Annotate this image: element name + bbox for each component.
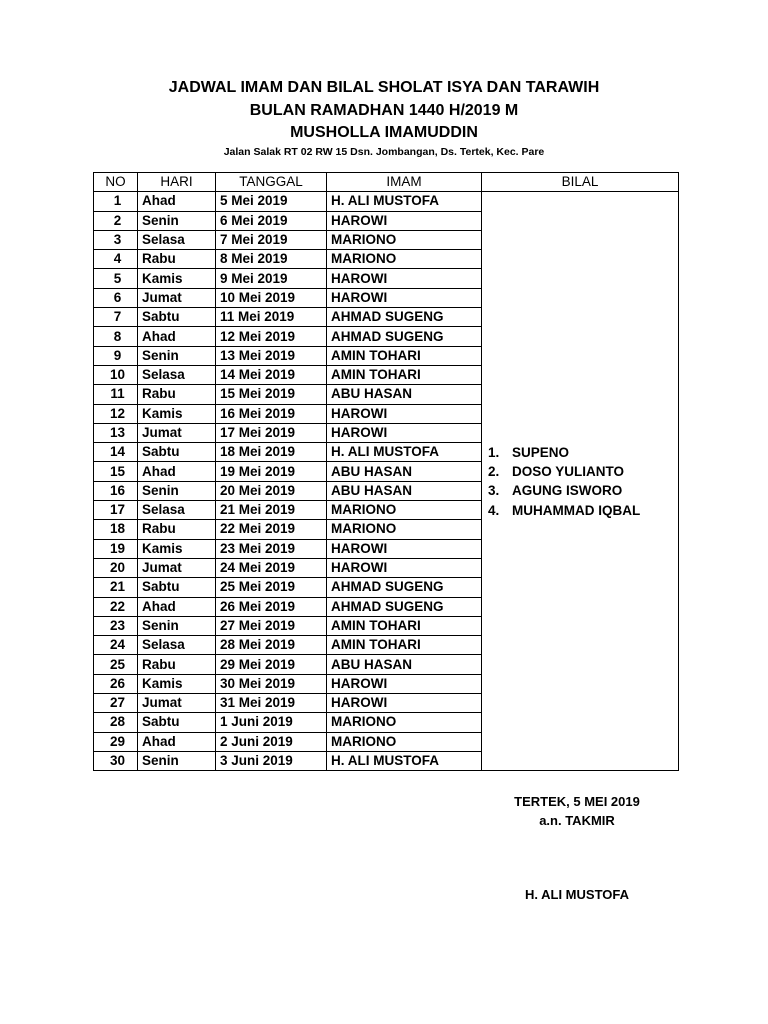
row-imam: HAROWI xyxy=(327,404,482,423)
row-hari: Selasa xyxy=(138,501,216,520)
row-no: 6 xyxy=(94,288,138,307)
row-hari: Kamis xyxy=(138,269,216,288)
row-tanggal: 10 Mei 2019 xyxy=(216,288,327,307)
row-hari: Jumat xyxy=(138,694,216,713)
bilal-name: MUHAMMAD IQBAL xyxy=(512,502,641,518)
row-hari: Jumat xyxy=(138,558,216,577)
row-no: 11 xyxy=(94,385,138,404)
row-hari: Selasa xyxy=(138,636,216,655)
table-header-row xyxy=(94,173,679,192)
bilal-name: AGUNG ISWORO xyxy=(512,483,623,499)
row-tanggal: 5 Mei 2019 xyxy=(216,192,327,211)
row-tanggal: 23 Mei 2019 xyxy=(216,539,327,558)
row-tanggal: 31 Mei 2019 xyxy=(216,694,327,713)
row-imam: AHMAD SUGENG xyxy=(327,578,482,597)
row-tanggal: 14 Mei 2019 xyxy=(216,365,327,384)
row-tanggal: 27 Mei 2019 xyxy=(216,616,327,635)
row-tanggal: 2 Juni 2019 xyxy=(216,732,327,751)
header-bilal: BILAL xyxy=(482,173,679,192)
row-imam: AMIN TOHARI xyxy=(327,365,482,384)
signature-place-date: TERTEK, 5 MEI 2019 xyxy=(514,794,640,809)
row-imam: AHMAD SUGENG xyxy=(327,327,482,346)
row-tanggal: 29 Mei 2019 xyxy=(216,655,327,674)
row-hari: Sabtu xyxy=(138,713,216,732)
row-imam: HAROWI xyxy=(327,539,482,558)
row-no: 9 xyxy=(94,346,138,365)
row-no: 14 xyxy=(94,443,138,462)
row-imam: MARIONO xyxy=(327,250,482,269)
row-hari: Selasa xyxy=(138,230,216,249)
row-imam: MARIONO xyxy=(327,520,482,539)
row-hari: Ahad xyxy=(138,192,216,211)
row-tanggal: 13 Mei 2019 xyxy=(216,346,327,365)
table-row xyxy=(94,192,679,211)
bilal-cell xyxy=(482,192,679,771)
row-tanggal: 22 Mei 2019 xyxy=(216,520,327,539)
row-hari: Rabu xyxy=(138,655,216,674)
row-imam: AHMAD SUGENG xyxy=(327,597,482,616)
row-tanggal: 15 Mei 2019 xyxy=(216,385,327,404)
row-no: 19 xyxy=(94,539,138,558)
row-no: 10 xyxy=(94,365,138,384)
row-imam: ABU HASAN xyxy=(327,655,482,674)
row-no: 5 xyxy=(94,269,138,288)
row-tanggal: 16 Mei 2019 xyxy=(216,404,327,423)
musholla-name: MUSHOLLA IMAMUDDIN xyxy=(290,124,478,141)
row-no: 12 xyxy=(94,404,138,423)
document-subtitle: BULAN RAMADHAN 1440 H/2019 M xyxy=(249,102,519,119)
row-tanggal: 6 Mei 2019 xyxy=(216,211,327,230)
header-hari: HARI xyxy=(138,173,216,192)
row-no: 2 xyxy=(94,211,138,230)
row-imam: AMIN TOHARI xyxy=(327,616,482,635)
row-hari: Rabu xyxy=(138,520,216,539)
row-imam: HAROWI xyxy=(327,288,482,307)
row-imam: H. ALI MUSTOFA xyxy=(327,751,482,770)
row-hari: Ahad xyxy=(138,462,216,481)
row-imam: ABU HASAN xyxy=(327,385,482,404)
row-hari: Ahad xyxy=(138,732,216,751)
row-imam: AMIN TOHARI xyxy=(327,636,482,655)
schedule-table xyxy=(93,172,679,771)
row-hari: Sabtu xyxy=(138,443,216,462)
row-hari: Sabtu xyxy=(138,578,216,597)
row-hari: Senin xyxy=(138,616,216,635)
row-hari: Jumat xyxy=(138,423,216,442)
row-no: 21 xyxy=(94,578,138,597)
row-imam: ABU HASAN xyxy=(327,481,482,500)
row-hari: Senin xyxy=(138,346,216,365)
row-hari: Sabtu xyxy=(138,308,216,327)
bilal-name: DOSO YULIANTO xyxy=(512,463,625,479)
row-tanggal: 28 Mei 2019 xyxy=(216,636,327,655)
row-hari: Jumat xyxy=(138,288,216,307)
row-no: 15 xyxy=(94,462,138,481)
row-tanggal: 8 Mei 2019 xyxy=(216,250,327,269)
row-imam: HAROWI xyxy=(327,694,482,713)
row-imam: AMIN TOHARI xyxy=(327,346,482,365)
row-tanggal: 12 Mei 2019 xyxy=(216,327,327,346)
row-tanggal: 30 Mei 2019 xyxy=(216,674,327,693)
row-hari: Kamis xyxy=(138,539,216,558)
header-no: NO xyxy=(94,173,138,192)
row-no: 30 xyxy=(94,751,138,770)
row-tanggal: 25 Mei 2019 xyxy=(216,578,327,597)
header-imam: IMAM xyxy=(327,173,482,192)
bilal-list-item xyxy=(486,443,678,462)
row-no: 20 xyxy=(94,558,138,577)
row-hari: Ahad xyxy=(138,597,216,616)
row-no: 17 xyxy=(94,501,138,520)
row-no: 13 xyxy=(94,423,138,442)
row-imam: H. ALI MUSTOFA xyxy=(327,443,482,462)
row-no: 1 xyxy=(94,192,138,211)
bilal-number: 2. xyxy=(488,463,500,479)
row-no: 28 xyxy=(94,713,138,732)
row-imam: HAROWI xyxy=(327,558,482,577)
row-no: 27 xyxy=(94,694,138,713)
row-imam: ABU HASAN xyxy=(327,462,482,481)
row-no: 26 xyxy=(94,674,138,693)
row-hari: Kamis xyxy=(138,404,216,423)
row-tanggal: 3 Juni 2019 xyxy=(216,751,327,770)
row-hari: Senin xyxy=(138,481,216,500)
row-imam: MARIONO xyxy=(327,501,482,520)
row-no: 29 xyxy=(94,732,138,751)
row-tanggal: 17 Mei 2019 xyxy=(216,423,327,442)
row-imam: HAROWI xyxy=(327,269,482,288)
row-no: 18 xyxy=(94,520,138,539)
bilal-number: 4. xyxy=(488,502,500,518)
row-no: 16 xyxy=(94,481,138,500)
row-hari: Kamis xyxy=(138,674,216,693)
row-no: 7 xyxy=(94,308,138,327)
row-tanggal: 24 Mei 2019 xyxy=(216,558,327,577)
address-line: Jalan Salak RT 02 RW 15 Dsn. Jombangan, Ds. Tertek, Kec. Pare xyxy=(223,146,545,158)
row-hari: Rabu xyxy=(138,250,216,269)
row-tanggal: 11 Mei 2019 xyxy=(216,308,327,327)
row-imam: HAROWI xyxy=(327,674,482,693)
row-tanggal: 18 Mei 2019 xyxy=(216,443,327,462)
row-tanggal: 9 Mei 2019 xyxy=(216,269,327,288)
bilal-list-item xyxy=(486,462,678,481)
row-hari: Senin xyxy=(138,211,216,230)
bilal-list-item xyxy=(486,501,678,520)
bilal-number: 1. xyxy=(488,444,500,460)
row-imam: HAROWI xyxy=(327,423,482,442)
row-imam: MARIONO xyxy=(327,732,482,751)
row-no: 3 xyxy=(94,230,138,249)
row-imam: AHMAD SUGENG xyxy=(327,308,482,327)
row-hari: Selasa xyxy=(138,365,216,384)
row-no: 4 xyxy=(94,250,138,269)
header-tanggal: TANGGAL xyxy=(216,173,327,192)
row-imam: MARIONO xyxy=(327,230,482,249)
row-tanggal: 7 Mei 2019 xyxy=(216,230,327,249)
row-imam: H. ALI MUSTOFA xyxy=(327,192,482,211)
document-title: JADWAL IMAM DAN BILAL SHOLAT ISYA DAN TARAWIH xyxy=(168,79,600,96)
row-no: 25 xyxy=(94,655,138,674)
row-no: 8 xyxy=(94,327,138,346)
row-tanggal: 1 Juni 2019 xyxy=(216,713,327,732)
row-no: 22 xyxy=(94,597,138,616)
row-tanggal: 26 Mei 2019 xyxy=(216,597,327,616)
row-imam: HAROWI xyxy=(327,211,482,230)
bilal-number: 3. xyxy=(488,483,500,499)
bilal-name: SUPENO xyxy=(512,444,570,460)
row-tanggal: 19 Mei 2019 xyxy=(216,462,327,481)
bilal-list-item xyxy=(486,481,678,500)
row-imam: MARIONO xyxy=(327,713,482,732)
row-tanggal: 20 Mei 2019 xyxy=(216,481,327,500)
signature-on-behalf: a.n. TAKMIR xyxy=(539,813,615,828)
row-hari: Senin xyxy=(138,751,216,770)
row-hari: Ahad xyxy=(138,327,216,346)
signature-signer: H. ALI MUSTOFA xyxy=(525,887,629,902)
row-no: 24 xyxy=(94,636,138,655)
row-hari: Rabu xyxy=(138,385,216,404)
row-no: 23 xyxy=(94,616,138,635)
row-tanggal: 21 Mei 2019 xyxy=(216,501,327,520)
